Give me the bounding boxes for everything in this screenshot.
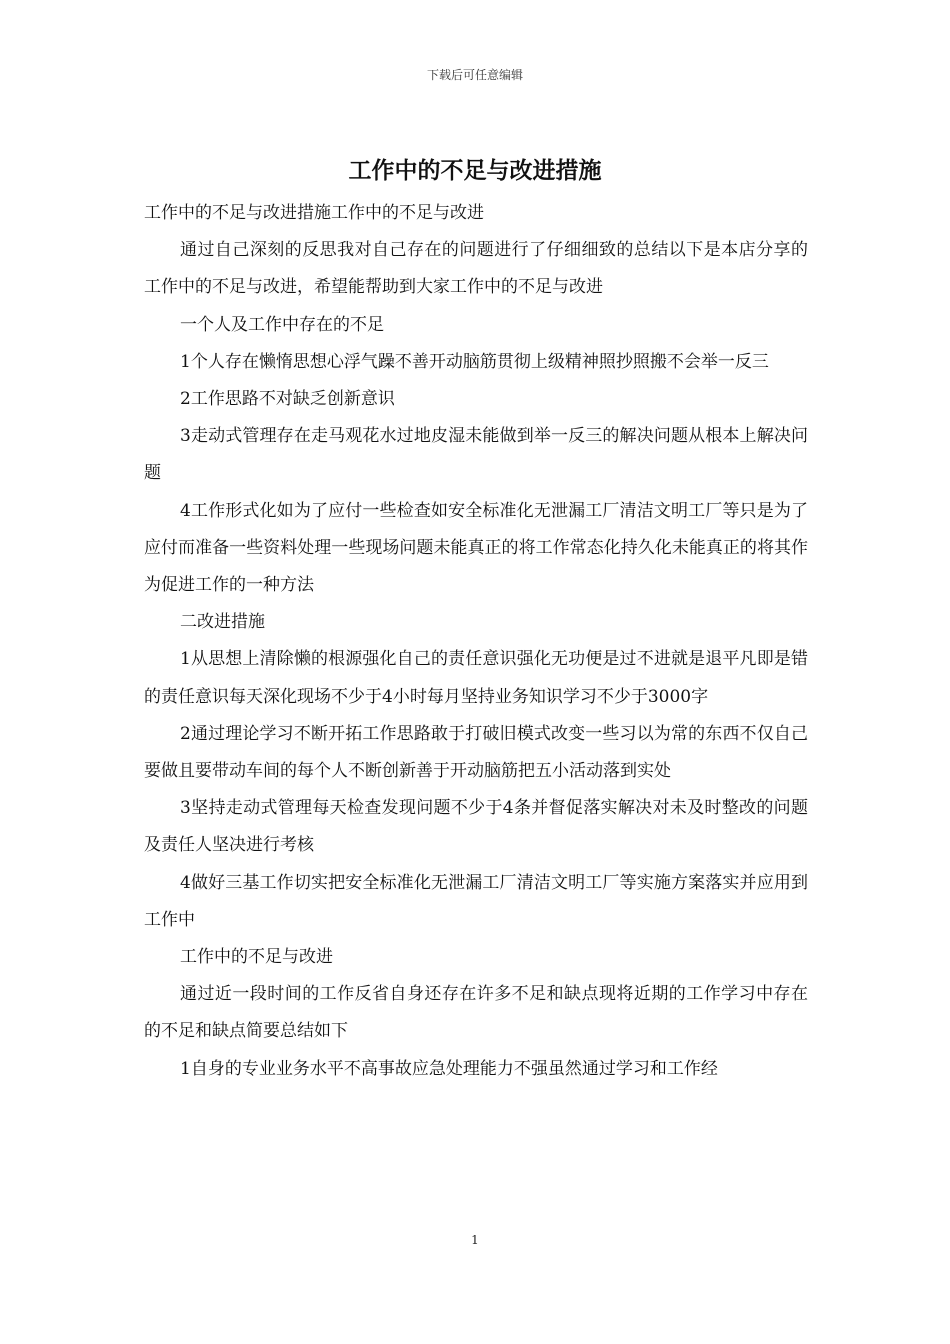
document-title: 工作中的不足与改进措施 [348,157,602,184]
list-item: 1个人存在懒惰思想心浮气躁不善开动脑筋贯彻上级精神照抄照搬不会举一反三 [180,351,769,372]
section-heading: 二改进措施 [180,612,265,633]
list-item: 1从思想上清除懒的根源强化自己的责任意识强化无功便是过不进就是退平凡即是错的责任意识每天深化现场不少于4小时每月坚持业务知识学习不少于3000字 [144,649,808,707]
section-heading: 一个人及工作中存在的不足 [180,314,384,335]
list-item: 4做好三基工作切实把安全标准化无泄漏工厂清洁文明工厂等实施方案落实并应用到工作中 [144,872,808,930]
list-item: 1自身的专业业务水平不高事故应急处理能力不强虽然通过学习和工作经 [180,1058,718,1079]
paragraph: 通过自己深刻的反思我对自己存在的问题进行了仔细细致的总结以下是本店分享的工作中的不足与改进，希望能帮助到大家工作中的不足与改进 [144,240,808,298]
paragraph: 通过近一段时间的工作反省自身还存在许多不足和缺点现将近期的工作学习中存在的不足和缺点简要总结如下 [144,984,808,1042]
list-item: 3走动式管理存在走马观花水过地皮湿未能做到举一反三的解决问题从根本上解决问题 [144,426,808,484]
list-item: 2通过理论学习不断开拓工作思路敢于打破旧模式改变一些习以为常的东西不仅自己要做且要带动车间的每个人不断创新善于开动脑筋把五小活动落到实处 [144,723,808,782]
page-header-note: 下载后可任意编辑 [426,68,523,82]
list-item: 4工作形式化如为了应付一些检查如安全标准化无泄漏工厂清洁文明工厂等只是为了应付而准备一些资料处理一些现场问题未能真正的将工作常态化持久化未能真正的将其作为促进工作的一种方法 [144,500,808,596]
paragraph: 工作中的不足与改进措施工作中的不足与改进 [144,203,484,223]
page-number: 1 [471,1233,479,1247]
list-item: 3坚持走动式管理每天检查发现问题不少于4条并督促落实解决对未及时整改的问题及责任人坚决进行考核 [144,798,808,856]
document-body [144,195,808,1088]
section-heading: 工作中的不足与改进 [180,947,333,968]
list-item: 2工作思路不对缺乏创新意识 [180,389,395,410]
